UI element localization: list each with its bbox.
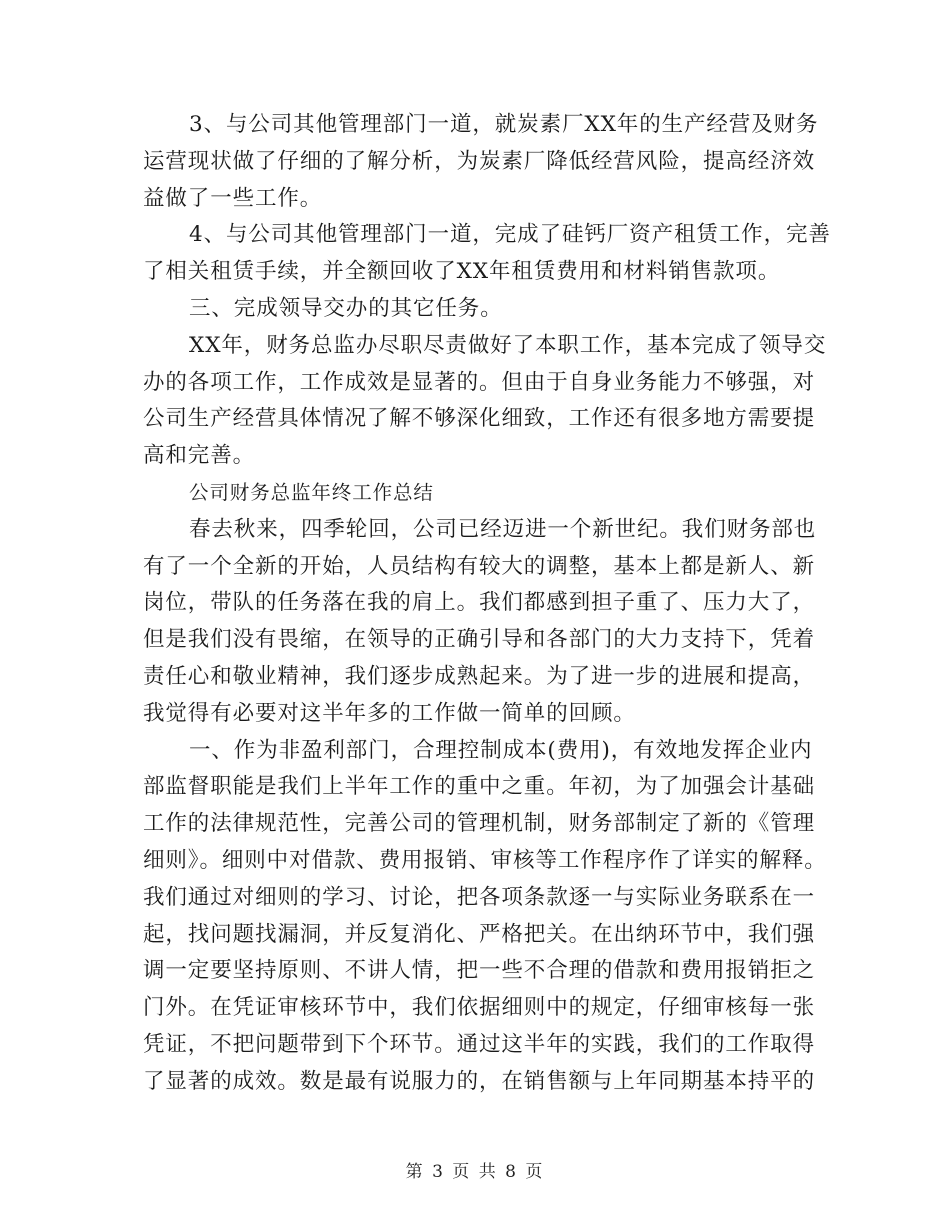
text-line: 工作的法律规范性，完善公司的管理机制，财务部制定了新的《管理 (143, 811, 816, 837)
paragraph-summary (143, 328, 827, 475)
text-line: 了相关租赁手续，并全额回收了XX年租赁费用和材料销售款项。 (143, 259, 781, 285)
page-number-footer: 第 3 页 共 8 页 (405, 1162, 545, 1182)
text-line: 三、完成领导交办的其它任务。 (189, 295, 503, 321)
paragraph-intro (143, 512, 817, 733)
text-line: 责任心和敬业精神，我们逐步成熟起来。为了进一步的进展和提高， (143, 663, 816, 689)
text-line: 起，找问题找漏洞，并反复消化、严格把关。在出纳环节中，我们强 (143, 921, 816, 947)
text-line: 3、与公司其他管理部门一道，就炭素厂XX年的生产经营及财务 (189, 112, 819, 137)
text-line: 公司生产经营具体情况了解不够深化细致，工作还有很多地方需要提 (143, 406, 816, 432)
document-title (143, 475, 813, 512)
text-line: 益做了一些工作。 (143, 185, 323, 211)
text-line: 了显著的成效。数是最有说服力的，在销售额与上年同期基本持平的 (143, 1068, 816, 1094)
text-line: 我觉得有必要对这半年多的工作做一简单的回顾。 (143, 700, 636, 726)
section-heading-3 (143, 291, 813, 328)
paragraph-section-1 (143, 733, 827, 1101)
text-line: 运营现状做了仔细的了解分析，为炭素厂降低经营风险，提高经济效 (143, 148, 816, 174)
text-line: 但是我们没有畏缩，在领导的正确引导和各部门的大力支持下，凭着 (143, 627, 816, 653)
text-line: 4、与公司其他管理部门一道，完成了硅钙厂资产租赁工作，完善 (189, 222, 831, 248)
text-line: 门外。在凭证审核环节中，我们依据细则中的规定，仔细审核每一张 (143, 995, 816, 1021)
text-line: 高和完善。 (143, 443, 256, 469)
text-line: 春去秋来，四季轮回，公司已经迈进一个新世纪。我们财务部也 (189, 516, 817, 542)
text-line: 岗位，带队的任务落在我的肩上。我们都感到担子重了、压力大了， (143, 590, 816, 616)
paragraph-item-4 (143, 217, 831, 291)
text-line: 有了一个全新的开始，人员结构有较大的调整，基本上都是新人、新 (143, 553, 816, 579)
text-line: 凭证，不把问题带到下个环节。通过这半年的实践，我们的工作取得 (143, 1031, 816, 1057)
text-line: 部监督职能是我们上半年工作的重中之重。年初，为了加强会计基础 (143, 774, 816, 800)
text-line: 办的各项工作，工作成效是显著的。但由于自身业务能力不够强，对 (143, 369, 816, 395)
text-line: XX年，财务总监办尽职尽责做好了本职工作，基本完成了领导交 (189, 332, 827, 358)
title-text: 公司财务总监年终工作总结 (189, 480, 434, 504)
paragraph-item-3 (143, 107, 819, 217)
text-line: 调一定要坚持原则、不讲人情，把一些不合理的借款和费用报销拒之 (143, 958, 816, 984)
document-body (143, 107, 831, 1101)
text-line: 我们通过对细则的学习、讨论，把各项条款逐一与实际业务联系在一 (143, 884, 816, 910)
text-line: 细则》。细则中对借款、费用报销、审核等工作程序作了详实的解释。 (143, 847, 827, 873)
text-line: 一、作为非盈利部门，合理控制成本(费用)，有效地发挥企业内 (189, 737, 813, 763)
